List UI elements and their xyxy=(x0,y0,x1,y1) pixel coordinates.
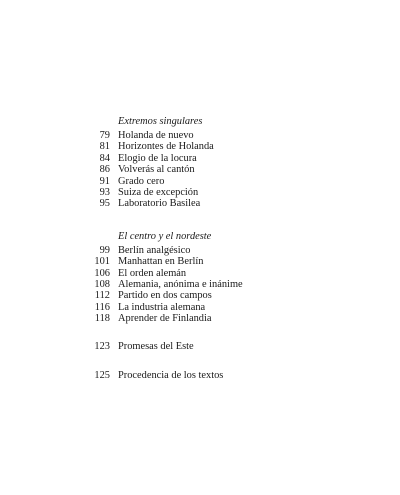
page-number: 95 xyxy=(99,198,110,210)
page-number: 86 xyxy=(99,164,110,176)
page-number: 79 xyxy=(99,130,110,141)
page-number: 99 xyxy=(99,244,110,256)
page-number: 84 xyxy=(99,152,110,164)
toc-entry xyxy=(0,313,400,324)
entry-title: Laboratorio Basilea xyxy=(118,198,201,210)
page-number: 116 xyxy=(94,301,110,313)
entry-title: Procedencia de los textos xyxy=(118,369,224,381)
page-number: 108 xyxy=(94,278,110,290)
toc-entry xyxy=(0,341,400,352)
page-number: 125 xyxy=(94,369,110,381)
toc-entry xyxy=(0,187,400,198)
entry-title: Suiza de excepción xyxy=(118,186,199,198)
entry-title: Berlín analgésico xyxy=(118,244,191,256)
toc-entry xyxy=(0,198,400,209)
toc-entry xyxy=(0,302,400,313)
entry-title: Manhattan en Berlín xyxy=(118,256,204,268)
toc-entry xyxy=(0,141,400,152)
toc-entry xyxy=(0,268,400,279)
page-number: 93 xyxy=(99,186,110,198)
entry-title: El orden alemán xyxy=(118,267,187,279)
page-number: 91 xyxy=(99,175,110,187)
entry-title: Elogio de la locura xyxy=(118,152,197,164)
section-heading xyxy=(0,228,400,245)
section-spacer xyxy=(0,353,400,370)
toc-entry xyxy=(0,245,400,256)
page-number: 81 xyxy=(99,141,110,153)
table-of-contents xyxy=(0,113,400,381)
page-number: 112 xyxy=(94,290,110,302)
page-number: 101 xyxy=(94,256,110,268)
toc-entry xyxy=(0,256,400,267)
entry-title: Horizontes de Holanda xyxy=(118,141,214,153)
entry-title: Partido en dos campos xyxy=(118,290,212,302)
entry-title: Aprender de Finlandia xyxy=(118,313,212,325)
entry-title: Alemania, anónima e inánime xyxy=(118,278,243,290)
entry-title: Grado cero xyxy=(118,175,165,187)
page-number: 118 xyxy=(94,313,110,325)
section-spacer xyxy=(0,210,400,228)
section-spacer xyxy=(0,324,400,341)
section-heading-text: Extremos singulares xyxy=(118,116,203,127)
toc-entry xyxy=(0,153,400,164)
entry-title: La industria alemana xyxy=(118,301,206,313)
section-heading-text: El centro y el nordeste xyxy=(118,230,212,242)
toc-entry xyxy=(0,130,400,141)
toc-entry xyxy=(0,164,400,175)
entry-title: Volverás al cantón xyxy=(118,164,195,176)
section-heading xyxy=(0,113,400,130)
toc-entry xyxy=(0,176,400,187)
toc-entry xyxy=(0,370,400,381)
toc-entry xyxy=(0,290,400,301)
toc-entry xyxy=(0,279,400,290)
page-number: 106 xyxy=(94,267,110,279)
entry-title: Promesas del Este xyxy=(118,341,194,353)
page-number: 123 xyxy=(94,341,110,353)
entry-title: Holanda de nuevo xyxy=(118,130,194,141)
